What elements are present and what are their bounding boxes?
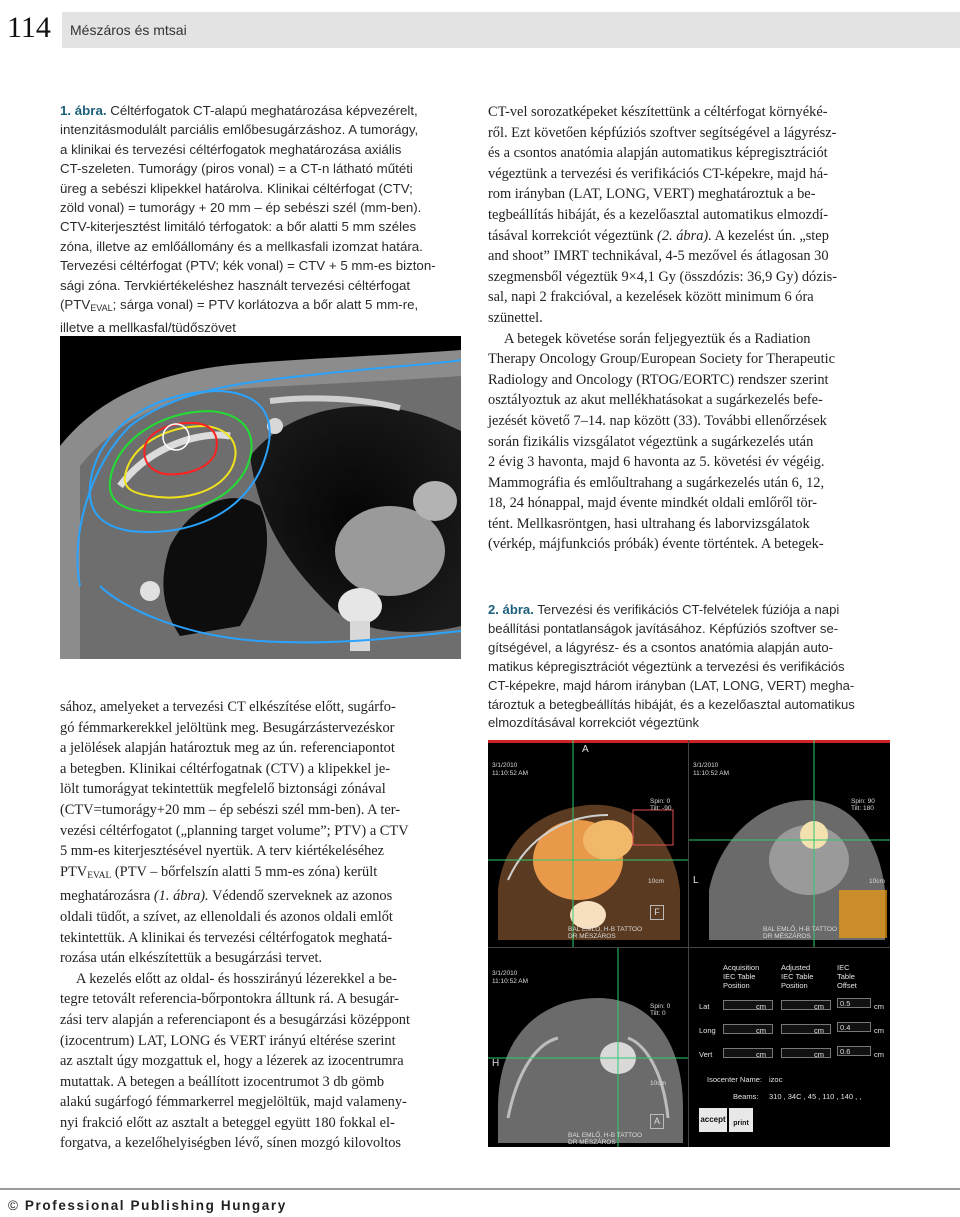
accept-button[interactable]: accept: [699, 1108, 727, 1132]
vert-offset-field[interactable]: 0.6: [837, 1046, 871, 1056]
figure-2-fusion-image: [488, 740, 890, 1147]
figure-1-caption: 1. ábra. Céltérfogatok CT-alapú meghatározása képvezérelt, intenzitásmodulált parciális emlőbesugárzáshoz. A tumorágy, a klinikai és tervezési céltérfogatok meghatározása axiális CT-szeleten. Tumorágy (piros vonal) = a CT-n látható műtéti üreg a sebészi klipekkel határolva. Klinikai céltérfogat (CTV; zöld vonal) = tumorágy + 20 mm – ép sebészi szél (mm-ben). CTV-kiterjesztést limitáló térfogatok: a bőr alatti 5 mm széles zóna, illetve az emlőállomány és a mellkasfali izomzat határa. Tervezési céltérfogat (PTV; kék vonal) = CTV + 5 mm-es bizton- sági zóna. Tervkiértékeléshez használt tervezési céltérfogat ($PTV_{EVAL}$; sárga vonal) = PTV korlátozva a bőr alatt 5 mm-re, illetve a mellkasfal/tüdőszövet: [60, 103, 436, 336]
figure-1-label: 1. ábra.: [60, 103, 107, 118]
panel-axial: 3/1/2010 11:10:52 AM Spin: 0 Tilt: -90 A 10cm F BAL EMLŐ, H-B TATTOO DR MÉSZÁROS: [488, 740, 689, 948]
figure-2-caption: 2. ábra. Tervezési és verifikációs CT-felvételek fúziója a napi beállítási pontatlanságok javításához. Képfúziós szoftver se- gítségével, a lágyrész- és a csontos anatómia alapján auto- matikus képregisztrációt végeztünk a tervezési és verifikációs CT-képekre, majd három irányban (LAT, LONG, VERT) megha- tároztuk a betegbeállítás hibáját, és a kezelőasztal automatikus elmozdításával korrekciót végeztünk: [488, 602, 855, 731]
right-column-text: CT-vel sorozatképeket készítettünk a céltérfogat környéké- ről. Ezt követően képfúziós szoftver segítségével a lágyrész- és a csontos anatómia alapján automatikus képregisztrációt végeztünk a tervezési és verifikációs CT-képekre, majd há- rom irányban (LAT, LONG, VERT) meghatároztuk a be- tegbeállítás hibáját, és a kezelőasztal automatikus elmozdí- tásával korrekciót végeztünk (2. ábra). A kezelést ún. „step and shoot” IMRT technikával, 4-5 mezővel és átlagosan 30 szegmensből végeztük 9×4,1 Gy (összdózis: 36,9 Gy) dózis- sal, napi 2 frakcióval, a kezelések között minimum 6 óra szünettel. A betegek követése során feljegyeztük és a Radiation Therapy Oncology Group/European Society for Therapeutic Radiology and Oncology (RTOG/EORTC) rendszer szerint osztályoztuk az akut mellékhatásokat a sugárkezelés befe- jezését követő 7–14. nap között (33). További ellenőrzések során fizikális vizsgálatot végeztünk a sugárkezelés után 2 évig 3 havonta, majd 6 havonta az 5. követési év végéig. Mammográfia és emlőultrahang a sugárkezelés után 6, 12, 18, 24 hónappal, majd évente mindkét oldali emlőről tör- tént. Mellkasröntgen, hasi ultrahang és laborvizsgálatok (vérkép, májfunkciós próbák) évente történtek. A betegek-: [488, 104, 838, 553]
lat-offset-field[interactable]: 0.5: [837, 998, 871, 1008]
copyright-icon: ©: [8, 1198, 20, 1213]
panel-coronal: 3/1/2010 11:10:52 AM Spin: 0 Tilt: 0 H 10cm A BAL EMLŐ, H-B TATTOO DR MÉSZÁROS: [488, 948, 689, 1147]
figure-2-label: 2. ábra.: [488, 602, 534, 617]
header-band: [62, 12, 960, 48]
footer-rule: [0, 1188, 960, 1190]
page-number: 114: [7, 11, 51, 44]
long-offset-field[interactable]: 0.4: [837, 1022, 871, 1032]
ct-axial-slice: [60, 336, 461, 659]
print-button[interactable]: print: [729, 1108, 753, 1132]
figure-1-ct-image: [60, 336, 461, 659]
running-author: Mészáros és mtsai: [70, 22, 187, 38]
footer-publisher: © Professional Publishing Hungary: [8, 1198, 287, 1213]
panel-sagittal: 3/1/2010 11:10:52 AM Spin: 90 Tilt: 180 L 10cm BAL EMLŐ, H-B TATTOO DR MÉSZÁROS: [689, 740, 890, 948]
left-column-text: sához, amelyeket a tervezési CT elkészítése előtt, sugárfo- gó fémmarkerekkel jelöltünk meg. Besugárzástervezéskor a jelölések alapján határoztuk meg az ún. referenciapontot a betegben. Klinikai céltérfogatnak (CTV) a klipekkel je- lölt tumorágyat tekintettük megfelelő biztonsági zónával (CTV=tumorágy+20 mm – ép sebészi szél mm-ben). A ter- vezési céltérfogatot („planning target volume”; PTV) a CTV 5 mm-es kiterjesztésével nyertük. A terv kiértékeléséhez $PTV_{EVAL}$ (PTV – bőrfelszín alatti 5 mm-es zóna) került meghatározásra (1. ábra). Védendő szerveknek az azonos oldali tüdőt, a szívet, az ellenoldali és azonos oldali emlőt tekintettük. A klinikai és tervezési céltérfogatok meghatá- rozása után elkészítettük a besugárzási tervet. A kezelés előtt az oldal- és hosszirányú lézerekkel a be- tegre tetovált referencia-bőrpontokra álltunk rá. A besugár- zási terv alapján a referenciapont és a besugárzási középpont (izocentrum) LAT, LONG és VERT irányú eltérése szerint az asztalt úgy mozgattuk el, hogy a lézerek az izocentrumra mutattak. A betegen a beállított izocentrumot 3 db gömb alakú sugárfogó fémmarkerrel megjelöltük, majd valameny- nyi frakció előtt az asztalt a beteggel együtt 180 fokkal el- forgatva, a kezelőhelyiségben lévő, sínen mozgó kilovoltos: [60, 699, 410, 1152]
panel-table-correction: Acquisition IEC Table Position Adjusted IEC Table Position IEC Table Offset Lat cm cm 0.5 cm Long cm cm 0.4 cm Vert cm cm 0.6 cm Isocenter Name: izoc Beams: 310 , 34C , 45 , 110 , 140 , , accept print: [689, 948, 890, 1147]
